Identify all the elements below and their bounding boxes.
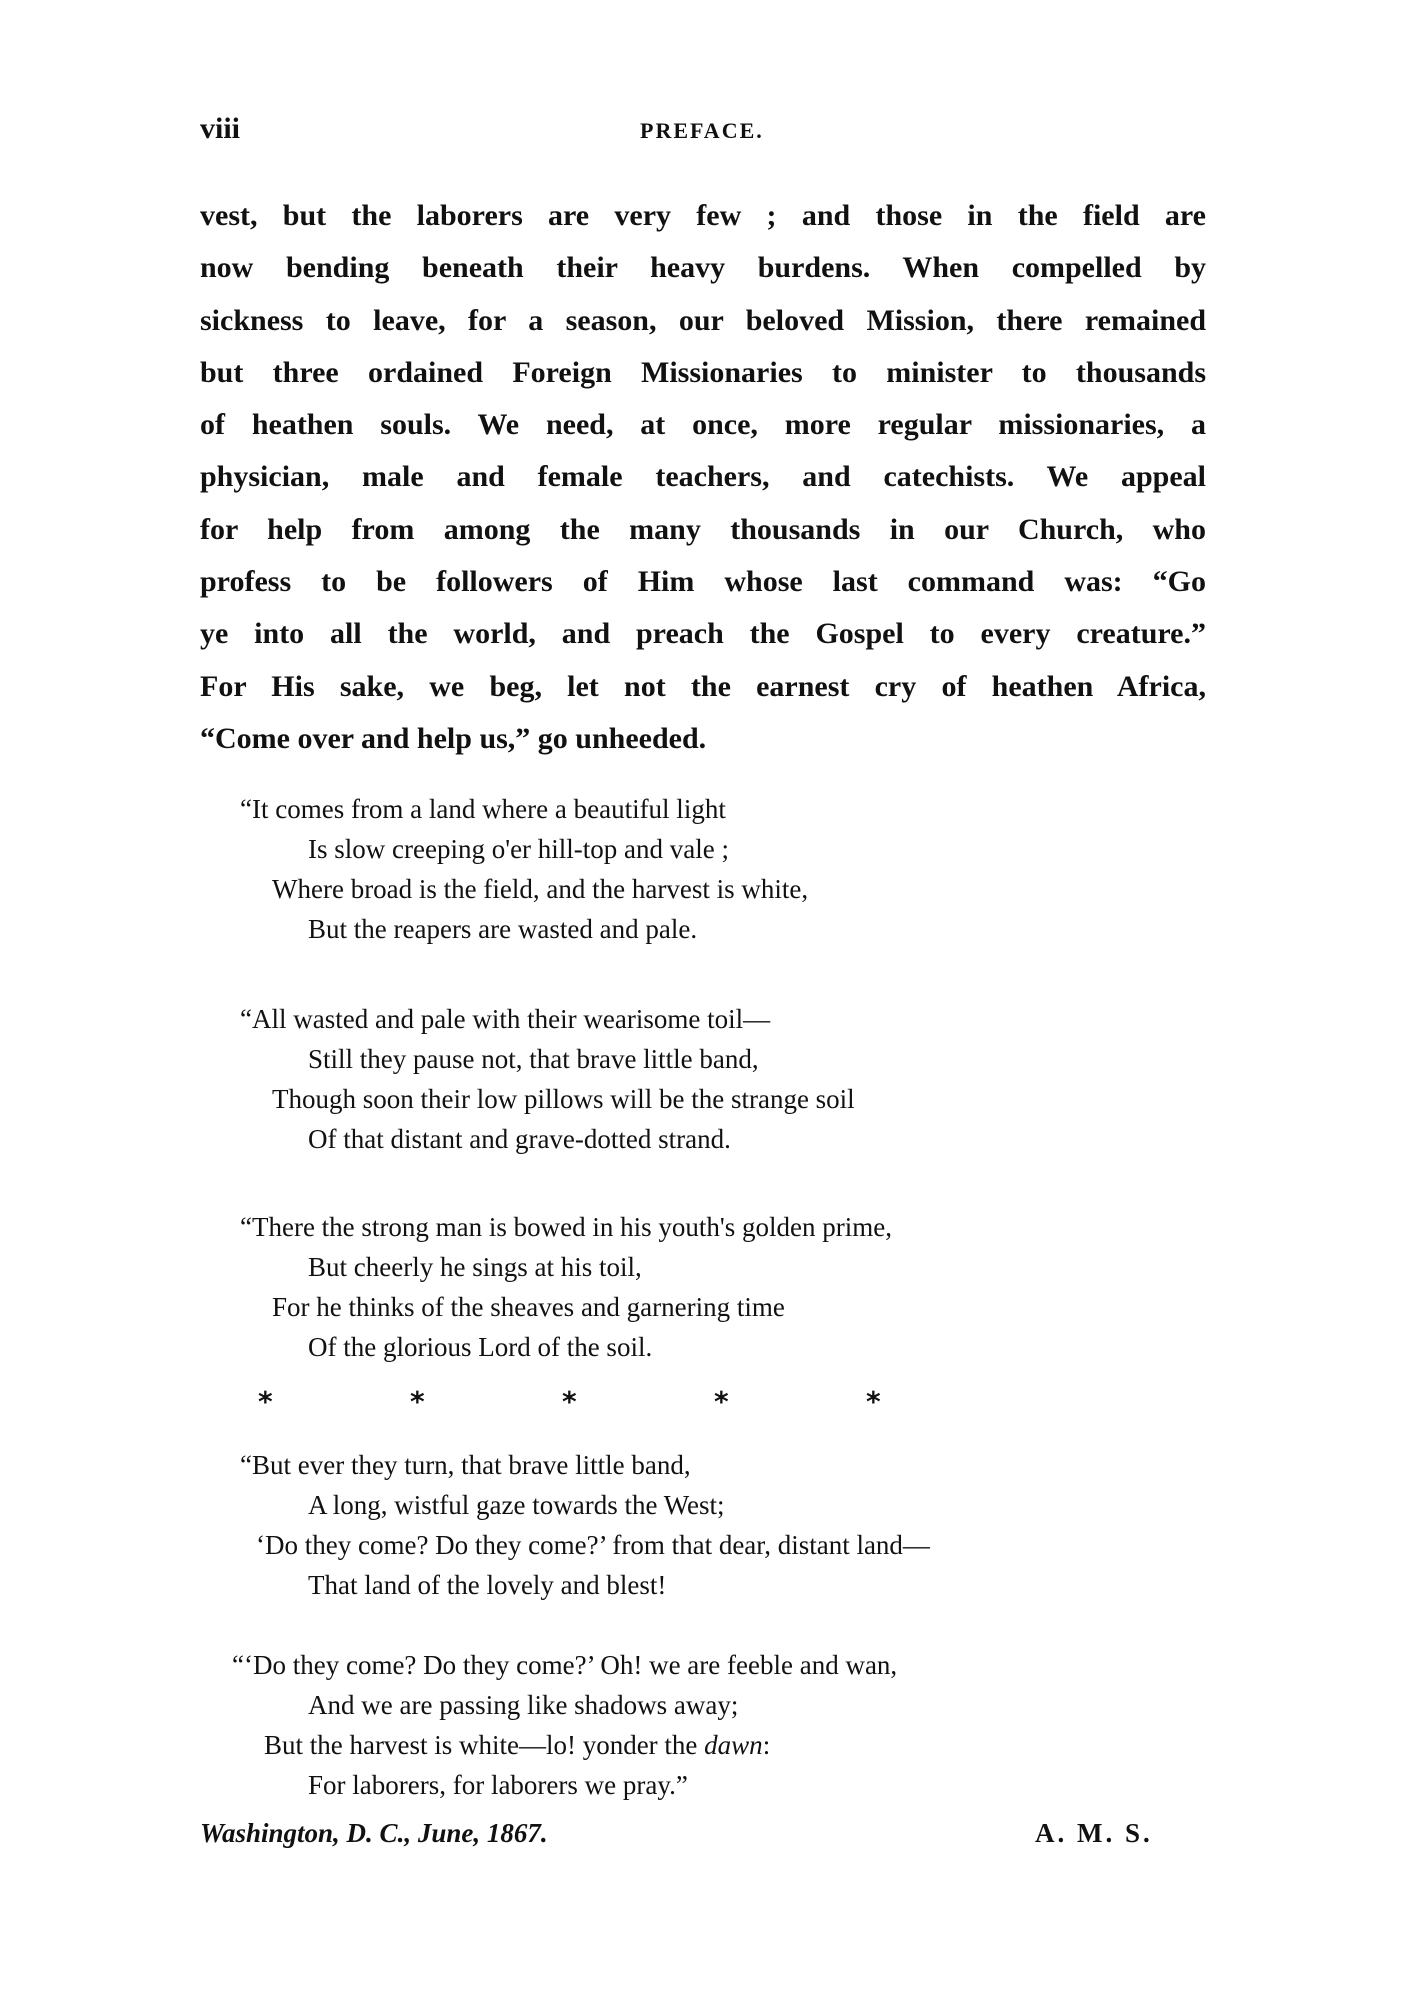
verse-line: That land of the lovely and blest! — [308, 1570, 667, 1600]
asterisk-separator: * — [562, 1385, 577, 1418]
verse-line: For he thinks of the sheaves and garnering time — [272, 1292, 785, 1322]
page-header — [200, 112, 1200, 152]
verse-line: For laborers, for laborers we pray.” — [308, 1770, 688, 1800]
verse-line: Of the glorious Lord of the soil. — [308, 1332, 653, 1362]
verse-line: “There the strong man is bowed in his youth's golden prime, — [240, 1212, 892, 1242]
prose-line: profess to be followers of Him whose last command was: “Go — [200, 565, 1206, 599]
asterisk-separator: * — [410, 1385, 425, 1418]
verse-line: But the reapers are wasted and pale. — [308, 914, 698, 944]
running-head: PREFACE. — [640, 118, 764, 143]
verse-line: And we are passing like shadows away; — [308, 1690, 739, 1720]
prose-line: “Come over and help us,” go unheeded. — [200, 721, 707, 755]
prose-line: ye into all the world, and preach the Gospel to every creature.” — [200, 617, 1206, 651]
prose-line: of heathen souls. We need, at once, more regular missionaries, a — [200, 408, 1206, 442]
verse-line: Though soon their low pillows will be the strange soil — [272, 1084, 855, 1114]
asterisk-separator: * — [866, 1385, 881, 1418]
asterisk-separator: * — [258, 1385, 273, 1418]
prose-line: physician, male and female teachers, and catechists. We appeal — [200, 460, 1206, 494]
section-break — [0, 1385, 1404, 1421]
verse-line: “All wasted and pale with their wearisome toil— — [240, 1004, 771, 1034]
italic-word: dawn — [704, 1730, 763, 1760]
verse-line: “‘Do they come? Do they come?’ Oh! we are feeble and wan, — [232, 1650, 898, 1680]
verse-line: Where broad is the field, and the harvest is white, — [272, 874, 809, 904]
verse-line: Still they pause not, that brave little band, — [308, 1044, 759, 1074]
prose-line: sickness to leave, for a season, our beloved Mission, there remained — [200, 303, 1206, 337]
verse-line: “But ever they turn, that brave little band, — [240, 1450, 691, 1480]
verse-line: A long, wistful gaze towards the West; — [308, 1490, 725, 1520]
author-initials: A. M. S. — [1035, 1818, 1153, 1848]
verse-line: “It comes from a land where a beautiful light — [240, 794, 726, 824]
asterisk-separator: * — [714, 1385, 729, 1418]
verse-line: ‘Do they come? Do they come?’ from that dear, distant land— — [256, 1530, 930, 1560]
verse-line: Of that distant and grave-dotted strand. — [308, 1124, 731, 1154]
prose-line: vest, but the laborers are very few ; and those in the field are — [200, 199, 1206, 232]
preface-paragraph — [200, 190, 1206, 765]
verse-line — [264, 1726, 770, 1764]
prose-line: now bending beneath their heavy burdens. When compelled by — [200, 251, 1206, 285]
verse-line: Is slow creeping o'er hill-top and vale ; — [308, 834, 729, 864]
prose-line: but three ordained Foreign Missionaries to minister to thousands — [200, 355, 1206, 389]
prose-line: For His sake, we beg, let not the earnest cry of heathen Africa, — [200, 669, 1206, 703]
prose-line: for help from among the many thousands in our Church, who — [200, 512, 1206, 546]
page-number: viii — [200, 112, 241, 145]
signature-line — [200, 1818, 1200, 1858]
verse-text: But the harvest is white—lo! yonder the — [264, 1730, 705, 1760]
verse-punctuation: : — [762, 1730, 771, 1760]
verse-line: But cheerly he sings at his toil, — [308, 1252, 642, 1282]
place-and-date: Washington, D. C., June, 1867. — [200, 1818, 548, 1848]
